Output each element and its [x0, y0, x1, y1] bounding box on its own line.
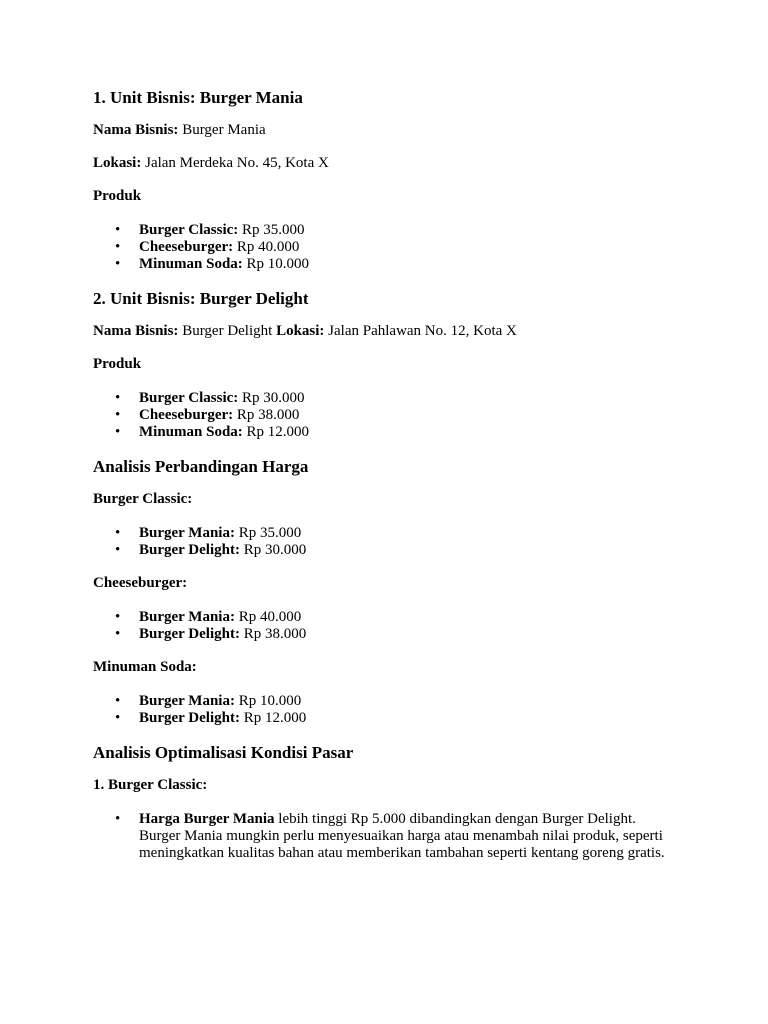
list-item [139, 239, 669, 256]
brand-price: Rp 30.000 [239, 542, 307, 558]
product-label: Minuman Soda: [139, 424, 243, 440]
product-label: Burger Classic: [139, 390, 239, 406]
brand-label: Burger Delight: [139, 710, 240, 726]
location-line [93, 155, 768, 172]
optimization-subheading: 1. Burger Classic: [93, 777, 208, 793]
product-label: Burger Classic: [139, 222, 239, 238]
optimization-list [93, 811, 768, 862]
product-price: Rp 12.000 [242, 424, 310, 440]
brand-price: Rp 38.000 [239, 626, 307, 642]
business-name-label: Nama Bisnis: [93, 323, 179, 339]
business-name-value: Burger Mania [178, 122, 266, 138]
list-item [139, 693, 669, 710]
comparison-list [93, 525, 768, 559]
section-heading-burger-mania: 1. Unit Bisnis: Burger Mania [93, 88, 303, 107]
comparison-group-title: Minuman Soda: [93, 659, 197, 675]
products-heading: Produk [93, 188, 142, 204]
section-heading-burger-delight: 2. Unit Bisnis: Burger Delight [93, 289, 309, 308]
location-label: Lokasi: [276, 323, 325, 339]
product-price: Rp 38.000 [233, 407, 300, 423]
location-label: Lokasi: [93, 155, 142, 171]
optimization-heading: Analisis Optimalisasi Kondisi Pasar [93, 743, 354, 762]
comparison-list [93, 609, 768, 643]
brand-label: Burger Mania: [139, 525, 235, 541]
list-item [139, 525, 669, 542]
list-item [139, 609, 669, 626]
location-value: Jalan Merdeka No. 45, Kota X [141, 155, 329, 171]
list-item [139, 811, 669, 862]
brand-price: Rp 35.000 [234, 525, 302, 541]
list-item [139, 390, 669, 407]
list-item [139, 424, 669, 441]
product-list [93, 390, 768, 441]
list-item [139, 710, 669, 727]
comparison-group-title: Cheeseburger: [93, 575, 188, 591]
product-label: Cheeseburger: [139, 407, 234, 423]
location-value: Jalan Pahlawan No. 12, Kota X [324, 323, 517, 339]
product-price: Rp 10.000 [242, 256, 310, 272]
list-item [139, 542, 669, 559]
brand-price: Rp 12.000 [239, 710, 307, 726]
brand-label: Burger Mania: [139, 609, 235, 625]
business-info-line [93, 323, 768, 340]
comparison-list [93, 693, 768, 727]
comparison-heading: Analisis Perbandingan Harga [93, 457, 309, 476]
optimization-text: lebih tinggi Rp 5.000 dibandingkan dengan Burger Delight. Burger Mania mungkin perlu menyesuaikan harga atau menambah nilai produk, seperti meningkatkan kualitas bahan atau memberikan tambahan seperti kentang goreng gratis. [139, 811, 665, 861]
list-item [139, 222, 669, 239]
brand-price: Rp 40.000 [234, 609, 302, 625]
business-name-value: Burger Delight [178, 323, 277, 339]
business-name-line [93, 122, 768, 139]
brand-label: Burger Delight: [139, 542, 240, 558]
product-label: Cheeseburger: [139, 239, 234, 255]
products-heading: Produk [93, 356, 142, 372]
comparison-group-title: Burger Classic: [93, 491, 193, 507]
product-price: Rp 30.000 [238, 390, 305, 406]
brand-label: Burger Delight: [139, 626, 240, 642]
product-list [93, 222, 768, 273]
product-price: Rp 35.000 [238, 222, 305, 238]
list-item [139, 626, 669, 643]
list-item [139, 256, 669, 273]
brand-price: Rp 10.000 [234, 693, 302, 709]
business-name-label: Nama Bisnis: [93, 122, 179, 138]
product-label: Minuman Soda: [139, 256, 243, 272]
brand-label: Burger Mania: [139, 693, 235, 709]
optimization-label: Harga Burger Mania [139, 811, 275, 827]
product-price: Rp 40.000 [233, 239, 300, 255]
list-item [139, 407, 669, 424]
